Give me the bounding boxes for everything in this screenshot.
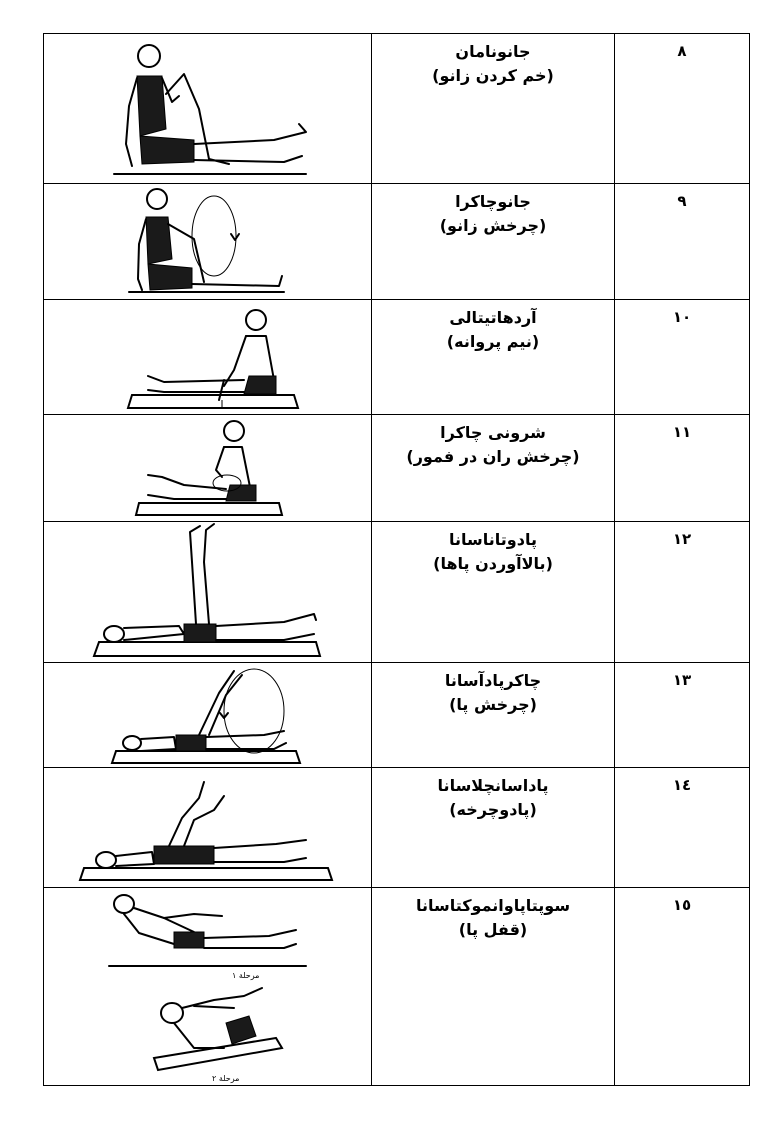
pose-image-cell <box>44 522 372 663</box>
pose-name: آردهاتیتالی <box>449 308 537 327</box>
pose-number-cell <box>615 522 750 663</box>
hip-rotation-illustration <box>44 415 371 521</box>
pose-name-cell <box>372 768 615 888</box>
pose-name: پاداسانچلاسانا <box>437 776 549 795</box>
pose-name: جانوچاکرا <box>455 192 531 211</box>
table-row <box>44 34 750 184</box>
pose-name: پادوتاناسانا <box>449 530 537 549</box>
pose-translation: (پادوچرخه) <box>449 800 537 819</box>
pose-name-cell <box>372 415 615 522</box>
pose-translation: (خم کردن زانو) <box>432 66 554 85</box>
pose-number: ١٤ <box>672 776 692 794</box>
pose-number-cell <box>615 184 750 300</box>
half-butterfly-illustration <box>44 300 371 414</box>
leg-rotation-illustration <box>44 663 371 767</box>
pose-name: سوپتاپاوانموکتاسانا <box>415 896 571 915</box>
pose-name-cell <box>372 663 615 768</box>
table-row <box>44 184 750 300</box>
pose-number: ٨ <box>677 42 687 60</box>
table-row <box>44 663 750 768</box>
pose-number-cell <box>615 300 750 415</box>
pose-number: ١٥ <box>672 896 692 914</box>
stage-2-caption: مرحلة ٢ <box>212 1074 240 1083</box>
pose-name-cell <box>372 184 615 300</box>
pose-name: چاکرپادآسانا <box>444 671 542 690</box>
pose-name-cell <box>372 34 615 184</box>
pose-number: ٩ <box>677 192 687 210</box>
pose-translation: (بالاآوردن پاها) <box>433 554 553 573</box>
pose-number-cell <box>615 415 750 522</box>
pose-translation: (چرخش پا) <box>449 695 537 714</box>
leg-raise-illustration <box>44 522 371 662</box>
pose-name-cell <box>372 522 615 663</box>
pose-translation: (چرخش ران در فمور) <box>406 447 580 466</box>
pose-translation: (قفل پا) <box>458 920 528 939</box>
pose-image-cell <box>44 184 372 300</box>
pose-image-cell <box>44 415 372 522</box>
pose-name-cell <box>372 300 615 415</box>
pose-translation: (چرخش زانو) <box>439 216 547 235</box>
pose-name: شرونی چاکرا <box>440 423 546 442</box>
pose-image-cell <box>44 663 372 768</box>
pose-number-cell <box>615 768 750 888</box>
cycling-illustration <box>44 768 371 887</box>
pose-image-cell <box>44 300 372 415</box>
pose-number: ١٠ <box>672 308 692 326</box>
table-row <box>44 415 750 522</box>
table-row <box>44 768 750 888</box>
pose-number-cell <box>615 34 750 184</box>
yoga-poses-table <box>43 33 750 1086</box>
pose-number: ١٣ <box>672 671 692 689</box>
pose-name: جانونامان <box>455 42 531 61</box>
stage-1-caption: مرحلة ١ <box>232 971 260 980</box>
pose-image-cell <box>44 34 372 184</box>
knee-rotation-illustration <box>44 184 371 299</box>
pose-image-cell <box>44 768 372 888</box>
pose-image-cell <box>44 888 372 1086</box>
pose-number-cell <box>615 663 750 768</box>
leg-lock-illustration <box>44 888 371 1085</box>
pose-translation: (نیم پروانه) <box>446 332 540 351</box>
table-row <box>44 522 750 663</box>
table-row <box>44 888 750 1086</box>
pose-name-cell <box>372 888 615 1086</box>
table-row <box>44 300 750 415</box>
pose-number: ١١ <box>672 423 692 441</box>
knee-bend-illustration <box>44 34 371 183</box>
pose-number-cell <box>615 888 750 1086</box>
pose-number: ١٢ <box>672 530 692 548</box>
